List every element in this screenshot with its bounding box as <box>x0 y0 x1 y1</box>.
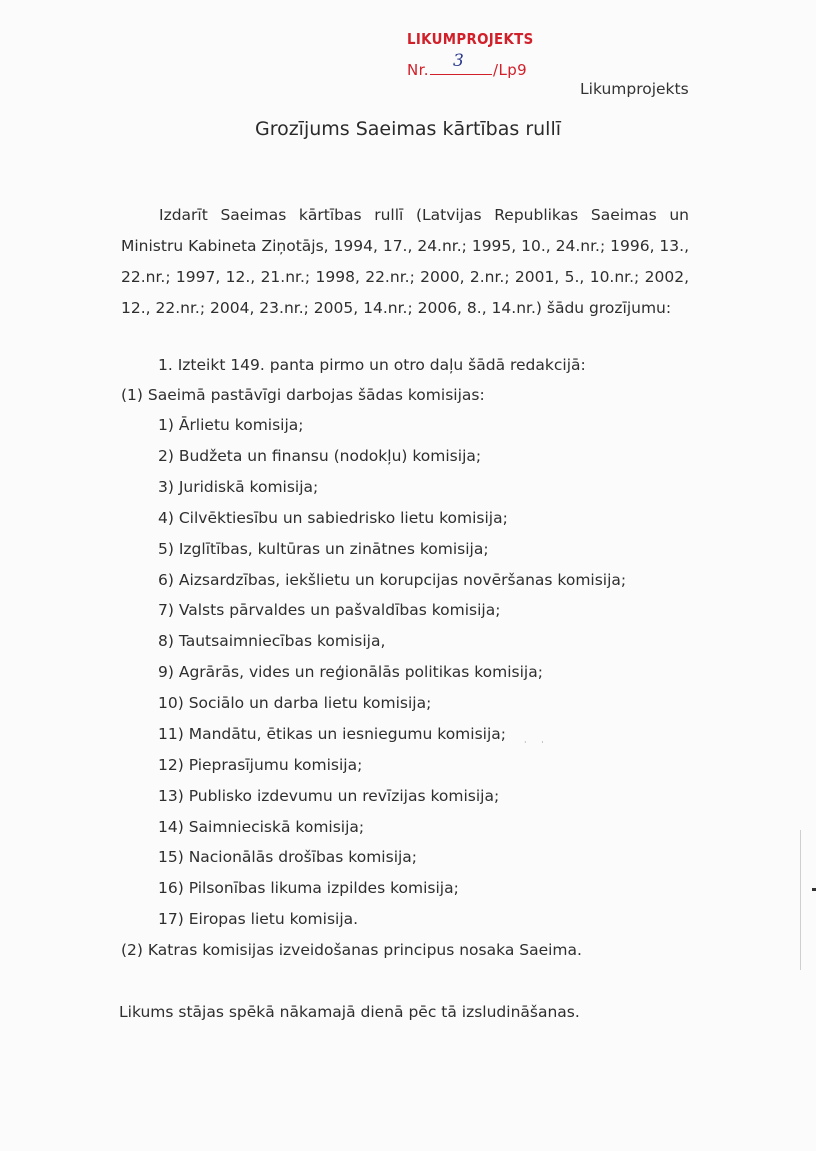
list-item: 8) Tautsaimniecības komisija, <box>158 632 386 650</box>
stamp-number-line <box>407 51 528 79</box>
stamp-nr-suffix: /Lp9 <box>492 61 528 79</box>
list-item: 4) Cilvēktiesību un sabiedrisko lietu komisija; <box>158 509 508 527</box>
intro-paragraph: Izdarīt Saeimas kārtības rullī (Latvijas Republikas Saeimas un Ministru Kabineta Ziņotājs, 1994, 17., 24.nr.; 1995, 10., 24.nr.; 1996, 13., 22.nr.; 1997, 12., 21.nr.; 1998, 22.nr.; 2000, 2.nr.; 2001, 5., 10.nr.; 2002, 12., 22.nr.; 2004, 23.nr.; 2005, 14.nr.; 2006, 8., 14.nr.) šādu grozījumu: <box>121 206 690 317</box>
document-type-label: Likumprojekts <box>580 80 689 98</box>
stamp-nr-handwritten-value: 3 <box>452 51 465 71</box>
list-item: 9) Agrārās, vides un reģionālās politikas komisija; <box>158 663 543 681</box>
list-item: 10) Sociālo un darba lietu komisija; <box>158 694 432 712</box>
document-title: Grozījums Saeimas kārtības rullī <box>254 118 562 140</box>
closing-statement: Likums stājas spēkā nākamajā dienā pēc tā izsludināšanas. <box>119 1003 580 1021</box>
stamp-nr-blank <box>430 51 492 75</box>
list-item: 14) Saimnieciskā komisija; <box>158 818 365 836</box>
list-item: 16) Pilsonības likuma izpildes komisija; <box>158 879 459 897</box>
list-item: 7) Valsts pārvaldes un pašvaldības komisija; <box>158 601 501 619</box>
list-item: 6) Aizsardzības, iekšlietu un korupcijas novēršanas komisija; <box>158 571 627 589</box>
list-item: 2) Budžeta un finansu (nodokļu) komisija; <box>158 447 482 465</box>
scan-speck: · · <box>524 738 550 747</box>
paragraph-1-heading: (1) Saeimā pastāvīgi darbojas šādas komisijas: <box>121 386 485 404</box>
list-item: 5) Izglītības, kultūras un zinātnes komisija; <box>158 540 489 558</box>
stamp-nr-label: Nr. <box>407 61 429 79</box>
stamp-title: LIKUMPROJEKTS <box>407 30 534 48</box>
registration-stamp <box>407 30 554 79</box>
list-item: 12) Pieprasījumu komisija; <box>158 756 363 774</box>
list-item: 15) Nacionālās drošības komisija; <box>158 848 418 866</box>
list-item: 13) Publisko izdevumu un revīzijas komisija; <box>158 787 500 805</box>
scan-edge-line <box>800 830 801 970</box>
list-item: 1) Ārlietu komisija; <box>158 416 304 434</box>
scan-edge-mark <box>812 888 816 891</box>
paragraph-2: (2) Katras komisijas izveidošanas principus nosaka Saeima. <box>121 941 582 959</box>
list-item: 11) Mandātu, ētikas un iesniegumu komisija; <box>158 725 507 743</box>
list-item: 17) Eiropas lietu komisija. <box>158 910 359 928</box>
list-item: 3) Juridiskā komisija; <box>158 478 319 496</box>
amendment-instruction: 1. Izteikt 149. panta pirmo un otro daļu šādā redakcijā: <box>158 356 586 374</box>
